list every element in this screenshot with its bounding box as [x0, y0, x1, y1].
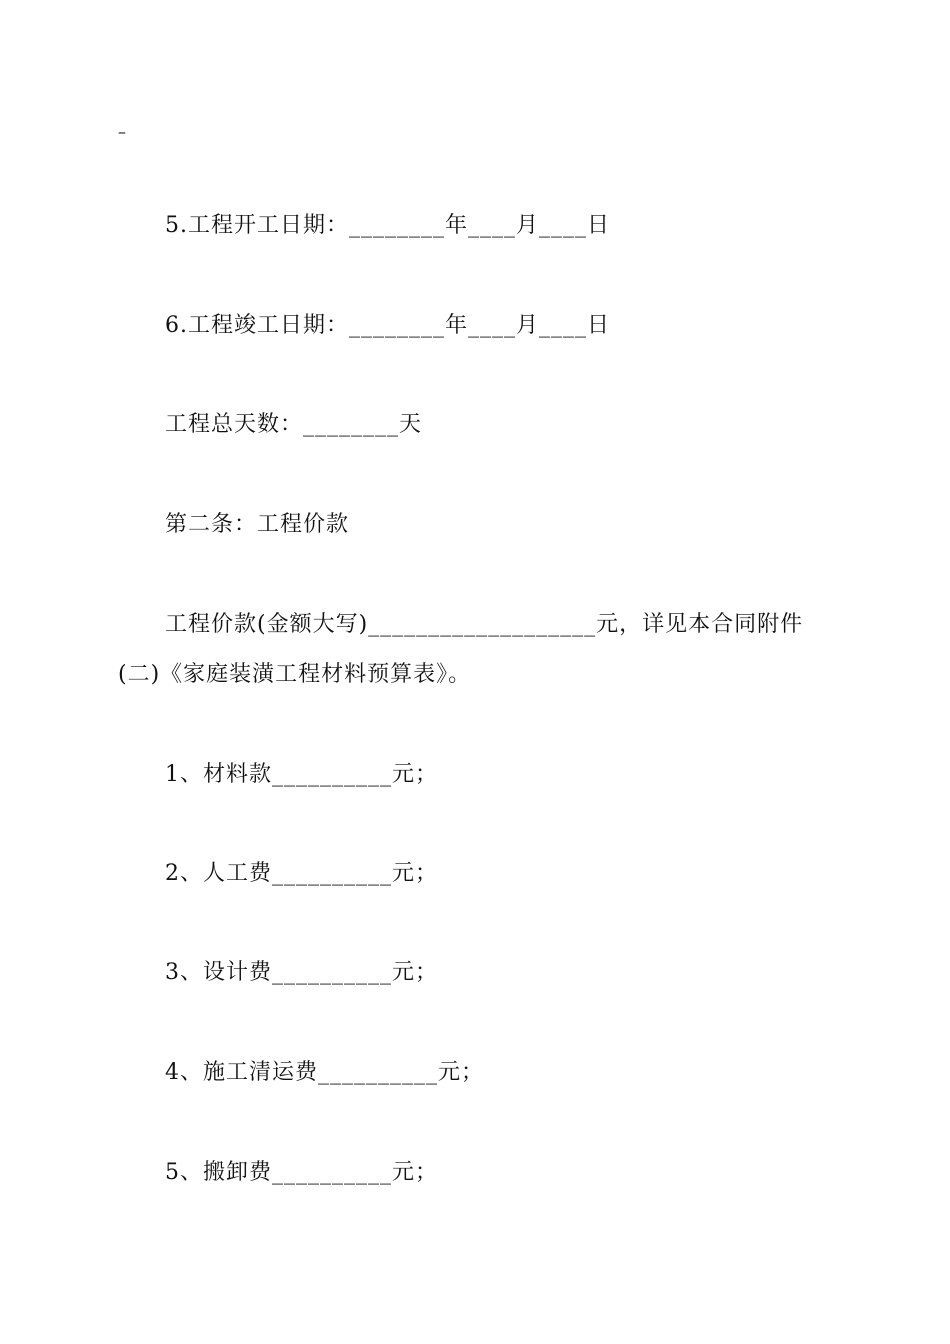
top-dash-mark: –	[118, 122, 126, 141]
start-date-line: 5.工程开工日期：________年____月____日	[165, 213, 610, 238]
completion-date-line: 6.工程竣工日期：________年____月____日	[165, 313, 610, 338]
project-price-line: 工程价款(金额大写)___________________元，详见本合同附件	[165, 612, 804, 637]
labor-cost-line: 2、人工费__________元；	[165, 861, 438, 886]
moving-fee-line: 5、搬卸费__________元；	[165, 1160, 438, 1185]
design-fee-line: 3、设计费__________元；	[165, 960, 438, 985]
article-two-heading: 第二条：工程价款	[165, 512, 350, 537]
project-price-line-continued: (二)《家庭装潢工程材料预算表》。	[118, 662, 472, 687]
cleanup-fee-line: 4、施工清运费__________元；	[165, 1060, 484, 1085]
material-cost-line: 1、材料款__________元；	[165, 762, 438, 787]
total-days-line: 工程总天数：________天	[165, 412, 423, 437]
